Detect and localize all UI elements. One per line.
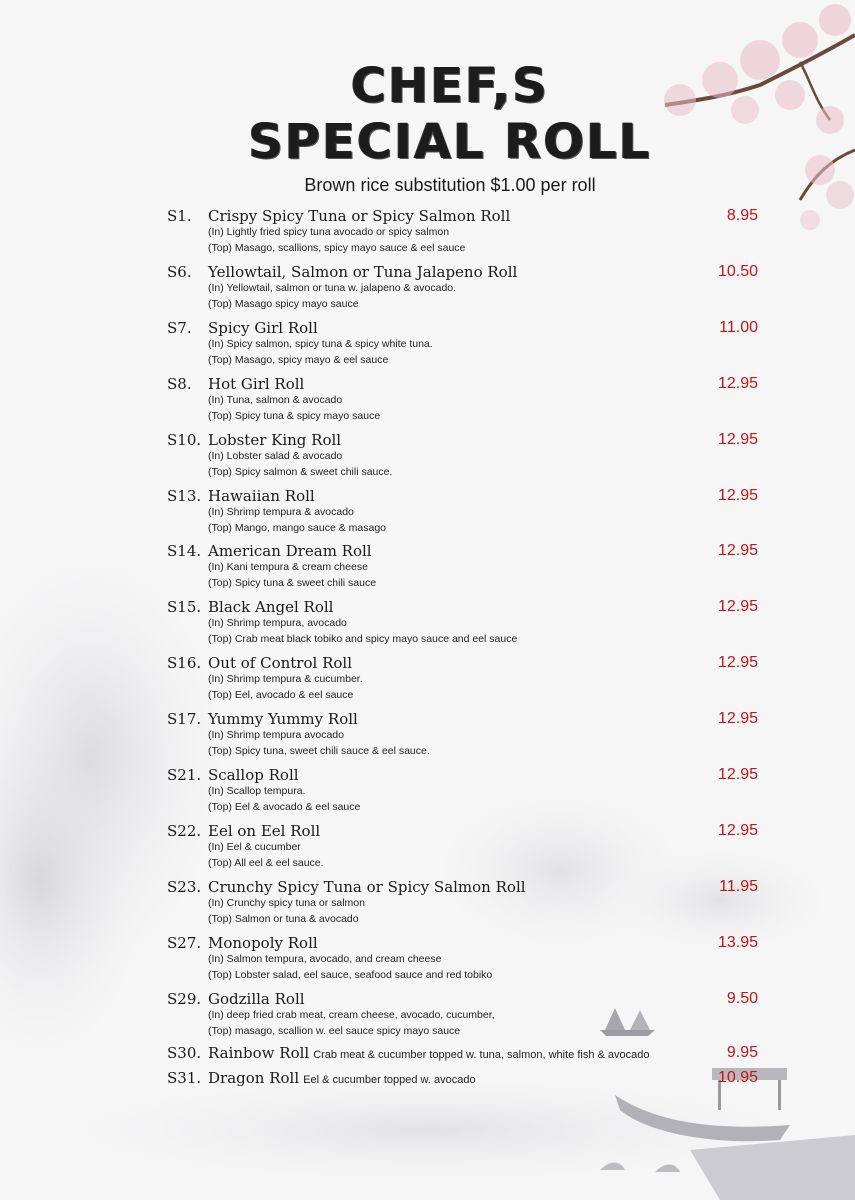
item-topping: (Top) Masago, spicy mayo & eel sauce	[208, 354, 389, 366]
item-code: S13.	[167, 487, 202, 505]
item-topping: (Top) Eel & avocado & eel sauce	[208, 801, 361, 813]
item-description: Eel & cucumber topped w. avocado	[303, 1074, 476, 1086]
item-name: American Dream Roll	[208, 542, 372, 560]
item-name: Scallop Roll	[208, 766, 299, 784]
item-filling: (In) Crunchy spicy tuna or salmon	[208, 897, 365, 909]
item-code: S15.	[167, 598, 202, 616]
item-topping: (Top) Spicy tuna & spicy mayo sauce	[208, 410, 381, 422]
item-name	[208, 1044, 650, 1062]
item-topping: (Top) Masago, scallions, spicy mayo sauce & eel sauce	[208, 242, 466, 254]
item-price: 12.95	[717, 542, 758, 559]
mountain-mist	[0, 530, 850, 1190]
item-filling: (In) Lightly fried spicy tuna avocado or spicy salmon	[208, 226, 450, 238]
item-filling: (In) Shrimp tempura & avocado	[208, 506, 354, 518]
item-name: Eel on Eel Roll	[208, 822, 321, 840]
item-price: 13.95	[717, 934, 758, 951]
item-price: 12.95	[717, 598, 758, 615]
item-name: Black Angel Roll	[208, 598, 334, 616]
item-name: Lobster King Roll	[208, 431, 342, 449]
item-code: S30.	[167, 1044, 202, 1062]
item-code: S29.	[167, 990, 202, 1008]
item-name: Out of Control Roll	[208, 654, 352, 672]
page-title-line2: SPECIAL ROLL	[248, 114, 652, 170]
item-name: Spicy Girl Roll	[208, 319, 318, 337]
item-filling: (In) Scallop tempura.	[208, 785, 306, 797]
item-price: 12.95	[717, 766, 758, 783]
item-filling: (In) Tuna, salmon & avocado	[208, 394, 343, 406]
item-name: Godzilla Roll	[208, 990, 305, 1008]
item-topping: (Top) Spicy tuna & sweet chili sauce	[208, 577, 377, 589]
item-price: 12.95	[717, 710, 758, 727]
item-code: S7.	[167, 319, 192, 337]
item-code: S10.	[167, 431, 202, 449]
item-code: S17.	[167, 710, 202, 728]
page-title-line1: CHEF,S	[350, 58, 550, 114]
item-price: 12.95	[717, 375, 758, 392]
item-price: 8.95	[726, 207, 758, 224]
item-topping: (Top) Salmon or tuna & avocado	[208, 913, 359, 925]
item-filling: (In) Kani tempura & cream cheese	[208, 561, 368, 573]
item-filling: (In) Shrimp tempura avocado	[208, 729, 344, 741]
item-name	[208, 1069, 476, 1087]
item-code: S22.	[167, 822, 202, 840]
item-code: S1.	[167, 207, 192, 225]
item-filling: (In) Eel & cucumber	[208, 841, 301, 853]
item-filling: (In) Lobster salad & avocado	[208, 450, 343, 462]
subtitle: Brown rice substitution $1.00 per roll	[304, 175, 596, 195]
item-filling: (In) Spicy salmon, spicy tuna & spicy white tuna.	[208, 338, 433, 350]
item-code: S6.	[167, 263, 192, 281]
item-filling: (In) Yellowtail, salmon or tuna w. jalapeno & avocado.	[208, 282, 457, 294]
item-filling: (In) Salmon tempura, avocado, and cream cheese	[208, 953, 442, 965]
item-description: Crab meat & cucumber topped w. tuna, salmon, white fish & avocado	[313, 1049, 650, 1061]
item-price: 9.50	[726, 990, 758, 1007]
item-name: Yellowtail, Salmon or Tuna Jalapeno Roll	[208, 263, 518, 281]
item-name: Yummy Yummy Roll	[208, 710, 358, 728]
item-price: 10.50	[717, 263, 758, 280]
item-code: S27.	[167, 934, 202, 952]
item-name: Hawaiian Roll	[208, 487, 315, 505]
item-code: S31.	[167, 1069, 202, 1087]
item-price: 11.95	[719, 878, 758, 895]
item-filling: (In) Shrimp tempura, avocado	[208, 617, 347, 629]
item-price: 11.00	[719, 319, 758, 336]
item-topping: (Top) Masago spicy mayo sauce	[208, 298, 359, 310]
item-code: S23.	[167, 878, 202, 896]
item-code: S14.	[167, 542, 202, 560]
item-topping: (Top) Eel, avocado & eel sauce	[208, 689, 354, 701]
item-topping: (Top) masago, scallion w. eel sauce spicy mayo sauce	[208, 1025, 461, 1037]
item-price: 10.95	[717, 1069, 758, 1086]
item-topping: (Top) All eel & eel sauce.	[208, 857, 324, 869]
item-price: 12.95	[717, 654, 758, 671]
item-price: 12.95	[717, 487, 758, 504]
item-filling: (In) deep fried crab meat, cream cheese, avocado, cucumber,	[208, 1009, 495, 1021]
item-code: S21.	[167, 766, 202, 784]
item-name: Crunchy Spicy Tuna or Spicy Salmon Roll	[208, 878, 526, 896]
item-name: Monopoly Roll	[208, 934, 318, 952]
item-price: 9.95	[726, 1044, 758, 1061]
item-filling: (In) Shrimp tempura & cucumber.	[208, 673, 363, 685]
item-code: S16.	[167, 654, 202, 672]
item-topping: (Top) Crab meat black tobiko and spicy mayo sauce and eel sauce	[208, 633, 518, 645]
item-topping: (Top) Spicy salmon & sweet chili sauce.	[208, 466, 393, 478]
item-name: Crispy Spicy Tuna or Spicy Salmon Roll	[208, 207, 511, 225]
item-topping: (Top) Lobster salad, eel sauce, seafood sauce and red tobiko	[208, 969, 493, 981]
item-name-text: Dragon Roll	[208, 1069, 300, 1087]
item-code: S8.	[167, 375, 192, 393]
item-topping: (Top) Spicy tuna, sweet chili sauce & eel sauce.	[208, 745, 430, 757]
item-topping: (Top) Mango, mango sauce & masago	[208, 522, 387, 534]
item-price: 12.95	[717, 431, 758, 448]
item-price: 12.95	[717, 822, 758, 839]
item-name: Hot Girl Roll	[208, 375, 305, 393]
item-name-text: Rainbow Roll	[208, 1044, 310, 1062]
